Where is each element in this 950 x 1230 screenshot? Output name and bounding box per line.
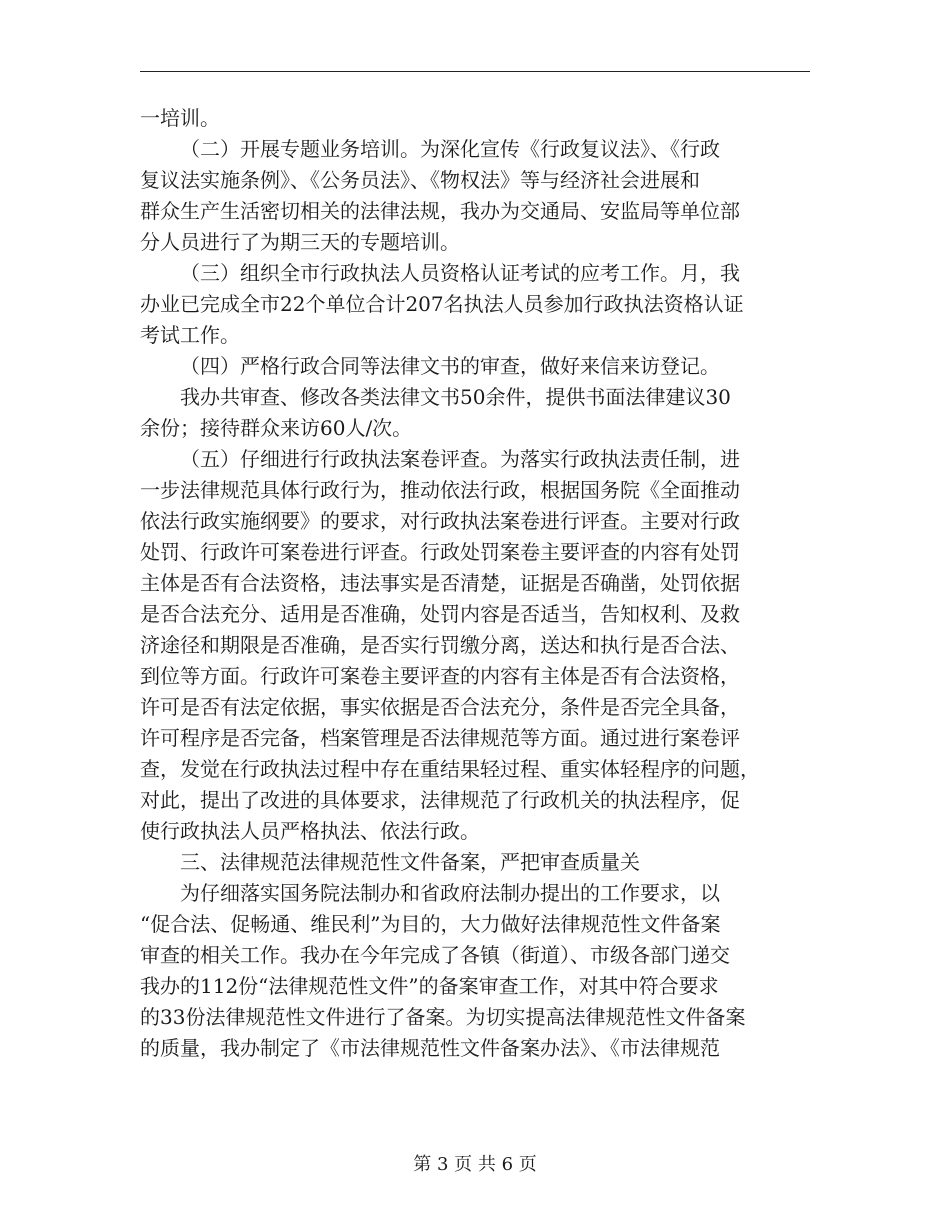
paragraph-5: 我办共审查、修改各类法律文书50余件，提供书面法律建议30 余份；接待群众来访60人/次。: [140, 385, 731, 440]
section-heading: 三、法律规范法律规范性文件备案，严把审查质量关: [180, 850, 640, 874]
paragraph-3: （三）组织全市行政执法人员资格认证考试的应考工作。月，我 办业已完成全市22个单位合计207名执法人员参加行政执法资格认证 考试工作。: [140, 261, 744, 347]
paragraph-4: （四）严格行政合同等法律文书的审查，做好来信来访登记。: [180, 354, 720, 378]
paragraph-6: （五）仔细进行行政执法案卷评查。为落实行政执法责任制，进 一步法律规范具体行政行为，推动依法行政，根据国务院《全面推动 依法行政实施纲要》的要求，对行政执法案卷进行评查。主要对行政 处罚、行政许可案卷进行评查。行政处罚案卷主要评查的内容有处罚 主体是否有合法资格，违法事实是否清楚，证据是否确凿，处罚依据 是否合法充分、适用是否准确，处罚内容是否适当，告知权利、及救 济途径和期限是否准确，是否实行罚缴分离，送达和执行是否合法、 到位等方面。行政许可案卷主要评查的内容有主体是否有合法资格， 许可是否有法定依据，事实依据是否合法充分，条件是否完全具备， 许可程序是否完备，档案管理是否法律规范等方面。通过进行案卷评 查，发觉在行政执法过程中存在重结果轻过程、重实体轻程序的问题， 对此，提出了改进的具体要求，法律规范了行政机关的执法程序，促 使行政执法人员严格执法、依法行政。: [140, 447, 760, 843]
paragraph-1: 一培训。: [140, 106, 220, 130]
header-rule: [140, 71, 810, 72]
paragraph-2: （二）开展专题业务培训。为深化宣传《行政复议法》、《行政 复议法实施条例》、《公务员法》、《物权法》等与经济社会进展和 群众生产生活密切相关的法律法规，我办为交通局、安监局等单位部 分人员进行了为期三天的专题培训。: [140, 137, 740, 254]
paragraph-8: 为仔细落实国务院法制办和省政府法制办提出的工作要求，以 “促合法、促畅通、维民利”为目的，大力做好法律规范性文件备案 审查的相关工作。我办在今年完成了各镇（街道）、市级各部门递交 我办的112份“法律规范性文件”的备案审查工作，对其中符合要求 的33份法律规范性文件进行了备案。为切实提高法律规范性文件备案 的质量，我办制定了《市法律规范性文件备案办法》、《市法律规范: [140, 881, 746, 1060]
page-number-footer: 第 3 页 共 6 页: [413, 1154, 537, 1175]
document-body: [140, 103, 810, 1064]
